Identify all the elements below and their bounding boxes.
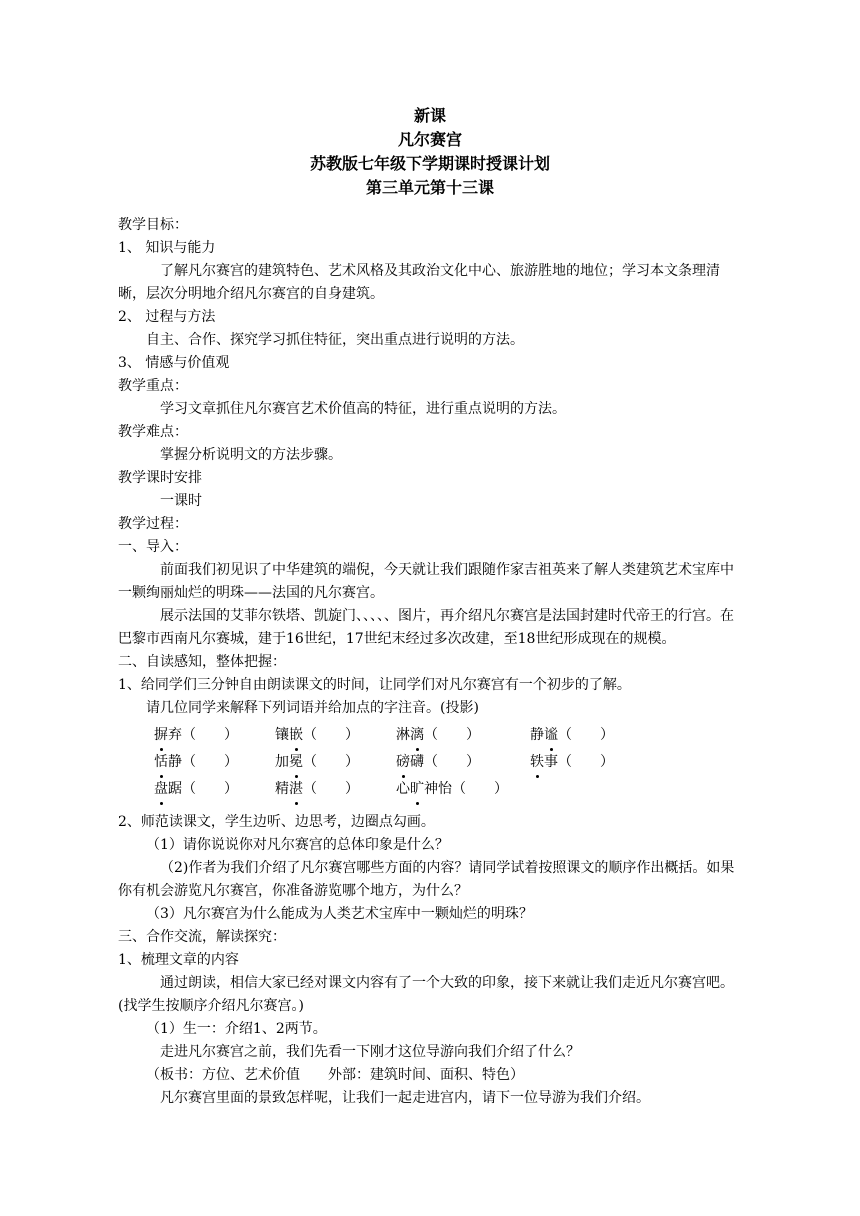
goal-item-2-text: 自主、合作、探究学习抓住特征，突出重点进行说明的方法。 bbox=[146, 332, 524, 348]
section-3-answer-1-text: 走进凡尔赛宫之前，我们先看一下刚才这位导游向我们介绍了什么？ bbox=[160, 1044, 580, 1060]
vocab-item: 轶事（ ） bbox=[530, 751, 651, 774]
focus-text: 学习文章抓住凡尔赛宫艺术价值高的特征，进行重点说明的方法。 bbox=[160, 401, 566, 417]
section-2-question-1: （1）请你说说你对凡尔赛宫的总体印象是什么？ bbox=[146, 837, 449, 853]
difficulty-heading: 教学难点： bbox=[118, 424, 188, 440]
title-line-4: 第三单元第十三课 bbox=[365, 178, 494, 197]
vocab-item: 心旷神怡（ ） bbox=[396, 778, 530, 801]
difficulty-text: 掌握分析说明文的方法步骤。 bbox=[160, 447, 342, 463]
section-2-heading: 二、自读感知，整体把握： bbox=[118, 654, 286, 670]
goal-item-2: 2、 过程与方法 bbox=[118, 309, 216, 325]
title-line-3: 苏教版七年级下学期课时授课计划 bbox=[309, 154, 550, 173]
section-2-question-3: （3）凡尔赛宫为什么能成为人类艺术宝库中一颗灿烂的明珠？ bbox=[146, 906, 533, 922]
section-2-question-2: （2)作者为我们介绍了凡尔赛宫哪些方面的内容？请同学试着按照课文的顺序作出概括。如果你有机会游览凡尔赛宫，你准备游览哪个地方，为什么？ bbox=[118, 860, 735, 899]
vocab-item: 磅礴（ ） bbox=[396, 751, 530, 774]
section-3-item-1: 1、梳理文章的内容 bbox=[118, 952, 239, 968]
section-1-paragraph-2: 展示法国的艾菲尔铁塔、凯旋门、、、、、图片，再介绍凡尔赛宫是法国封建时代帝王的行宫。在巴黎市西南凡尔赛城，建于16世纪，17世纪末经过多次改建，至18世纪形成现在的规模。 bbox=[118, 608, 734, 647]
section-3-heading: 三、合作交流，解读探究： bbox=[118, 929, 286, 945]
focus-heading: 教学重点： bbox=[118, 378, 188, 394]
vocab-item: 恬静（ ） bbox=[154, 751, 275, 774]
goal-item-3: 3、 情感与价值观 bbox=[118, 355, 230, 371]
process-heading: 教学过程： bbox=[118, 516, 188, 532]
section-3-item-1-paragraph: 通过朗读，相信大家已经对课文内容有了一个大致的印象，接下来就让我们走近凡尔赛宫吧。(找学生按顺序介绍凡尔赛宫。) bbox=[118, 975, 734, 1014]
title-line-1: 新课 bbox=[413, 106, 446, 125]
section-3-answer-1: （1）生一：介绍1、2两节。 bbox=[146, 1021, 327, 1037]
vocab-item: 静谧（ ） bbox=[530, 724, 651, 747]
vocab-row bbox=[154, 778, 740, 805]
title-line-2: 凡尔赛宫 bbox=[397, 130, 462, 149]
vocab-row bbox=[154, 751, 740, 778]
vocab-table bbox=[118, 724, 740, 805]
goal-item-1-text: 了解凡尔赛宫的建筑特色、艺术风格及其政治文化中心、旅游胜地的地位；学习本文条理清晰，层次分明地介绍凡尔赛宫的自身建筑。 bbox=[118, 263, 720, 302]
schedule-heading: 教学课时安排 bbox=[118, 470, 202, 486]
section-1-paragraph-1: 前面我们初见识了中华建筑的端倪，今天就让我们跟随作家吉祖英来了解人类建筑艺术宝库中一颗绚丽灿烂的明珠——法国的凡尔赛宫。 bbox=[118, 562, 734, 601]
section-2-item-1-sub: 请几位同学来解释下列词语并给加点的字注音。(投影) bbox=[146, 700, 479, 716]
vocab-item: 加冕（ ） bbox=[275, 751, 396, 774]
section-3-next: 凡尔赛宫里面的景致怎样呢，让我们一起走进宫内，请下一位导游为我们介绍。 bbox=[160, 1090, 650, 1106]
section-3-board-note: （板书：方位、艺术价值 外部：建筑时间、面积、特色） bbox=[146, 1067, 524, 1083]
goals-heading: 教学目标： bbox=[118, 217, 188, 233]
vocab-item: 镶嵌（ ） bbox=[275, 724, 396, 747]
schedule-text: 一课时 bbox=[160, 493, 202, 509]
title-block bbox=[0, 104, 860, 200]
vocab-item: 摒弃（ ） bbox=[154, 724, 275, 747]
goal-item-1: 1、 知识与能力 bbox=[118, 240, 216, 256]
vocab-row bbox=[154, 724, 740, 751]
section-2-item-2: 2、师范读课文，学生边听、边思考，边圈点勾画。 bbox=[118, 814, 435, 830]
section-2-item-1: 1、给同学们三分钟自由朗读课文的时间，让同学们对凡尔赛宫有一个初步的了解。 bbox=[118, 677, 631, 693]
vocab-item: 盘踞（ ） bbox=[154, 778, 275, 801]
vocab-item: 精湛（ ） bbox=[275, 778, 396, 801]
vocab-item: 淋漓（ ） bbox=[396, 724, 530, 747]
document-body bbox=[118, 214, 740, 1110]
section-1-heading: 一、导入： bbox=[118, 539, 188, 555]
